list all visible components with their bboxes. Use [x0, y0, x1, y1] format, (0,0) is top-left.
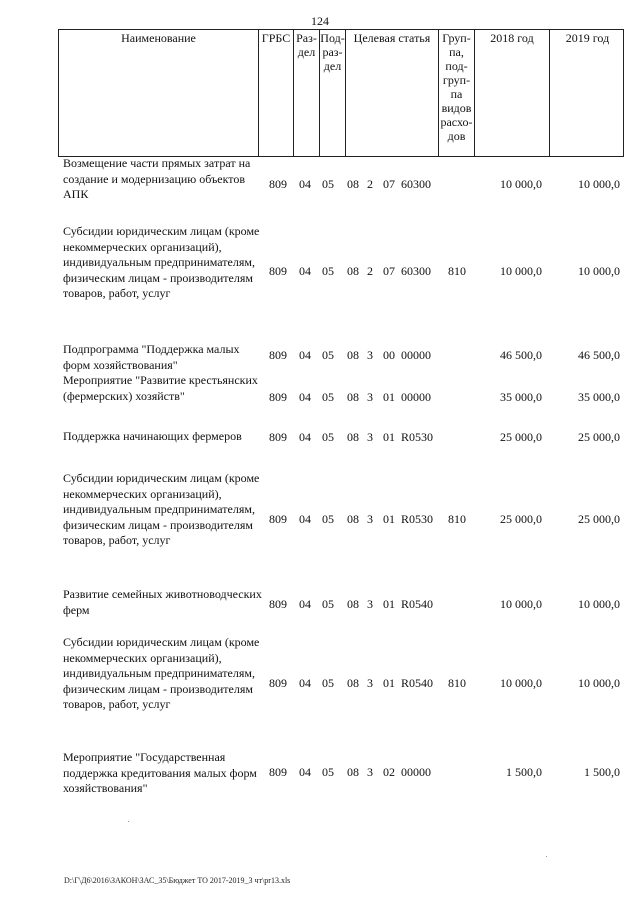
row-name: Мероприятие "Государственная поддержка кредитования малых форм хозяйствования" [63, 750, 257, 795]
table-header [58, 29, 624, 157]
row-podrazdel: 05 [322, 348, 334, 362]
row-program: 08 [347, 177, 359, 191]
row-program: 08 [347, 512, 359, 526]
row-podrazdel: 05 [322, 390, 334, 404]
row-name: Возмещение части прямых затрат на создание и модернизацию объектов АПК [63, 156, 251, 201]
row-subprogram: 3 [367, 390, 373, 404]
row-event: 01 [383, 597, 395, 611]
row-podrazdel: 05 [322, 264, 334, 278]
row-program: 08 [347, 765, 359, 779]
row-amount-2018: 10 000,0 [500, 177, 542, 191]
row-grbs: 809 [269, 676, 287, 690]
header-2019: 2019 год [565, 31, 610, 45]
row-gruppa: 810 [448, 676, 466, 690]
header-tselevaya-statya: Целевая статья [346, 30, 439, 156]
row-razdel: 04 [299, 430, 311, 444]
row-amount-2018: 10 000,0 [500, 597, 542, 611]
row-grbs: 809 [269, 177, 287, 191]
row-event: 01 [383, 430, 395, 444]
row-program: 08 [347, 676, 359, 690]
row-name: Мероприятие "Развитие крестьянских (фермерских) хозяйств" [63, 373, 258, 403]
row-grbs: 809 [269, 512, 287, 526]
row-amount-2019: 46 500,0 [578, 348, 620, 362]
row-razdel: 04 [299, 264, 311, 278]
row-event: 00 [383, 348, 395, 362]
row-amount-2019: 25 000,0 [578, 430, 620, 444]
row-subprogram: 3 [367, 765, 373, 779]
row-direction: 00000 [401, 765, 431, 779]
row-direction: R0530 [401, 512, 434, 526]
row-amount-2019: 10 000,0 [578, 676, 620, 690]
header-grbs: ГРБС [259, 30, 294, 156]
row-direction: 00000 [401, 348, 431, 362]
row-amount-2019: 10 000,0 [578, 177, 620, 191]
row-event: 07 [383, 177, 395, 191]
page-number: 124 [311, 14, 329, 28]
row-grbs: 809 [269, 348, 287, 362]
scan-speck [128, 821, 129, 822]
row-subprogram: 2 [367, 177, 373, 191]
row-podrazdel: 05 [322, 177, 334, 191]
row-amount-2018: 35 000,0 [500, 390, 542, 404]
row-event: 01 [383, 512, 395, 526]
header-2018: 2018 год [475, 30, 550, 156]
row-direction: R0540 [401, 676, 434, 690]
header-gruppa-vidov: Груп- па, под- груп- па видов расхо- дов [439, 30, 475, 156]
row-event: 07 [383, 264, 395, 278]
row-grbs: 809 [269, 264, 287, 278]
header-name: Наименование [59, 30, 259, 156]
row-amount-2019: 10 000,0 [578, 597, 620, 611]
row-podrazdel: 05 [322, 430, 334, 444]
row-direction: R0530 [401, 430, 434, 444]
row-amount-2019: 35 000,0 [578, 390, 620, 404]
row-direction: R0540 [401, 597, 434, 611]
row-podrazdel: 05 [322, 765, 334, 779]
row-grbs: 809 [269, 390, 287, 404]
row-grbs: 809 [269, 430, 287, 444]
row-program: 08 [347, 264, 359, 278]
row-razdel: 04 [299, 348, 311, 362]
row-amount-2018: 25 000,0 [500, 512, 542, 526]
row-amount-2019: 10 000,0 [578, 264, 620, 278]
row-name: Поддержка начинающих фермеров [63, 429, 242, 443]
row-grbs: 809 [269, 765, 287, 779]
row-grbs: 809 [269, 597, 287, 611]
scan-speck [546, 856, 547, 857]
row-gruppa: 810 [448, 264, 466, 278]
row-name: Субсидии юридическим лицам (кроме некоммерческих организаций), индивидуальным предпринимателям, физическим лицам - производителям товаров, работ, услуг [63, 635, 260, 711]
row-name: Субсидии юридическим лицам (кроме некоммерческих организаций), индивидуальным предпринимателям, физическим лицам - производителям товаров, работ, услуг [63, 471, 260, 547]
row-direction: 00000 [401, 390, 431, 404]
row-name: Субсидии юридическим лицам (кроме некоммерческих организаций), индивидуальным предпринимателям, физическим лицам - производителям товаров, работ, услуг [63, 224, 260, 300]
row-amount-2018: 46 500,0 [500, 348, 542, 362]
row-subprogram: 3 [367, 430, 373, 444]
row-razdel: 04 [299, 512, 311, 526]
row-subprogram: 3 [367, 348, 373, 362]
row-amount-2018: 10 000,0 [500, 264, 542, 278]
row-subprogram: 2 [367, 264, 373, 278]
row-subprogram: 3 [367, 676, 373, 690]
row-gruppa: 810 [448, 512, 466, 526]
row-razdel: 04 [299, 676, 311, 690]
row-name: Развитие семейных животноводческих ферм [63, 587, 262, 617]
row-event: 02 [383, 765, 395, 779]
row-amount-2018: 25 000,0 [500, 430, 542, 444]
header-razdel: Раз- дел [294, 30, 320, 156]
row-program: 08 [347, 390, 359, 404]
row-direction: 60300 [401, 264, 431, 278]
row-razdel: 04 [299, 765, 311, 779]
row-razdel: 04 [299, 597, 311, 611]
row-program: 08 [347, 430, 359, 444]
header-podrazdel: Под- раз- дел [320, 30, 346, 156]
row-amount-2019: 1 500,0 [584, 765, 620, 779]
file-path-footer: D:\Г\Д6\2016\ЗАКОН\ЗАС_35\Бюджет ТО 2017-2019_3 чт\pr13.xls [64, 876, 291, 885]
row-subprogram: 3 [367, 512, 373, 526]
row-razdel: 04 [299, 390, 311, 404]
row-program: 08 [347, 348, 359, 362]
row-podrazdel: 05 [322, 512, 334, 526]
row-amount-2018: 1 500,0 [506, 765, 542, 779]
row-amount-2018: 10 000,0 [500, 676, 542, 690]
row-subprogram: 3 [367, 597, 373, 611]
row-event: 01 [383, 390, 395, 404]
row-podrazdel: 05 [322, 597, 334, 611]
row-program: 08 [347, 597, 359, 611]
row-name: Подпрограмма "Поддержка малых форм хозяйствования" [63, 342, 240, 372]
row-amount-2019: 25 000,0 [578, 512, 620, 526]
row-podrazdel: 05 [322, 676, 334, 690]
row-direction: 60300 [401, 177, 431, 191]
row-event: 01 [383, 676, 395, 690]
row-razdel: 04 [299, 177, 311, 191]
